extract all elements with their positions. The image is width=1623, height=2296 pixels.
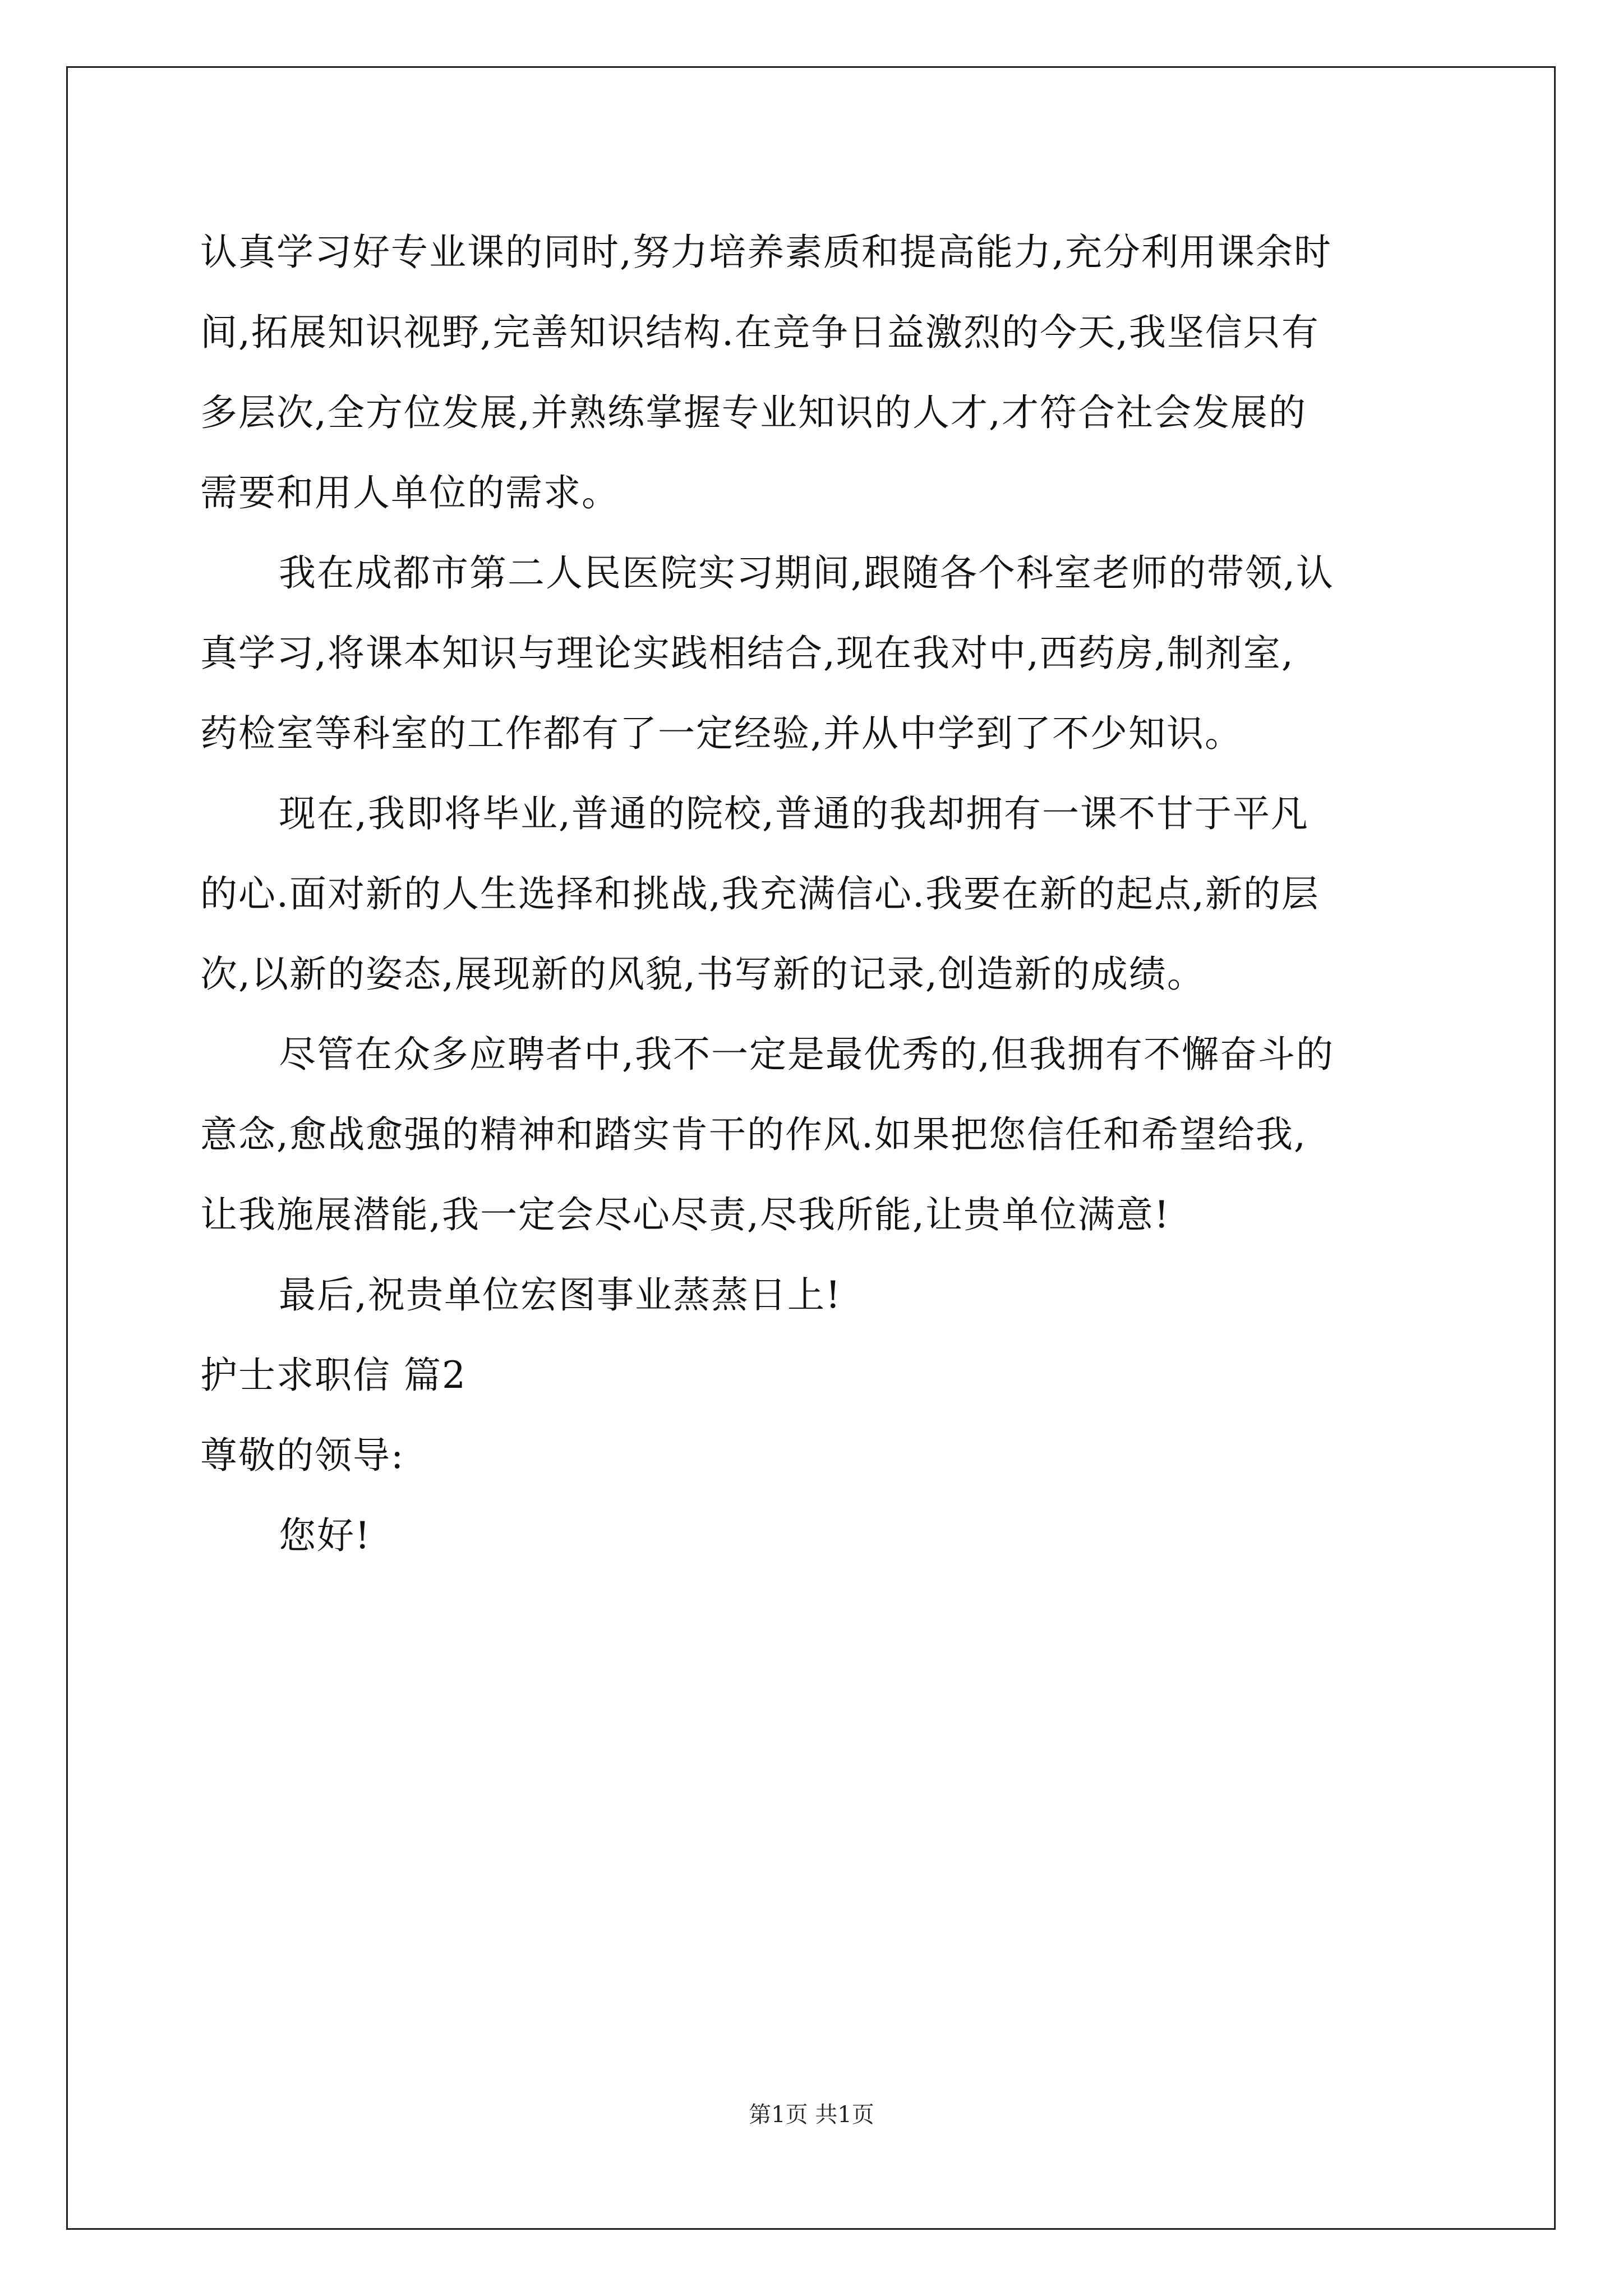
document-body xyxy=(200,212,1426,1576)
text-line: 药检室等科室的工作都有了一定经验,并从中学到了不少知识。 xyxy=(200,712,1243,755)
paragraph xyxy=(200,1255,1426,1335)
text-line: 我在成都市第二人民医院实习期间,跟随各个科室老师的带领,认 xyxy=(279,551,1334,595)
text-line: 意念,愈战愈强的精神和踏实肯干的作风.如果把您信任和希望给我, xyxy=(200,1113,1307,1156)
text-line: 真学习,将课本知识与理论实践相结合,现在我对中,西药房,制剂室, xyxy=(200,632,1294,675)
text-line: 护士求职信 篇2 xyxy=(200,1354,467,1397)
paragraph xyxy=(200,1014,1426,1255)
greeting xyxy=(200,1496,1426,1576)
text-line: 最后,祝贵单位宏图事业蒸蒸日上! xyxy=(279,1273,842,1317)
text-line: 尽管在众多应聘者中,我不一定是最优秀的,但我拥有不懈奋斗的 xyxy=(279,1033,1334,1076)
text-line: 您好! xyxy=(279,1514,371,1557)
text-line: 的心.面对新的人生选择和挑战,我充满信心.我要在新的起点,新的层 xyxy=(200,872,1320,915)
text-line: 尊敬的领导: xyxy=(200,1434,405,1477)
paragraph xyxy=(200,774,1426,1014)
text-line: 需要和用人单位的需求。 xyxy=(200,471,620,514)
section-heading xyxy=(200,1335,1426,1415)
paragraph xyxy=(200,212,1426,533)
paragraph xyxy=(200,533,1426,774)
text-line: 认真学习好专业课的同时,努力培养素质和提高能力,充分利用课余时 xyxy=(200,231,1332,274)
text-line: 现在,我即将毕业,普通的院校,普通的我却拥有一课不甘于平凡 xyxy=(279,792,1309,835)
page-footer: 第1页 共1页 xyxy=(749,2102,874,2128)
salutation xyxy=(200,1415,1426,1496)
text-line: 次,以新的姿态,展现新的风貌,书写新的记录,创造新的成绩。 xyxy=(200,953,1205,996)
text-line: 让我施展潜能,我一定会尽心尽责,尽我所能,让贵单位满意! xyxy=(200,1193,1170,1236)
text-line: 多层次,全方位发展,并熟练掌握专业知识的人才,才符合社会发展的 xyxy=(200,391,1307,434)
text-line: 间,拓展知识视野,完善知识结构.在竞争日益激烈的今天,我坚信只有 xyxy=(200,311,1320,354)
